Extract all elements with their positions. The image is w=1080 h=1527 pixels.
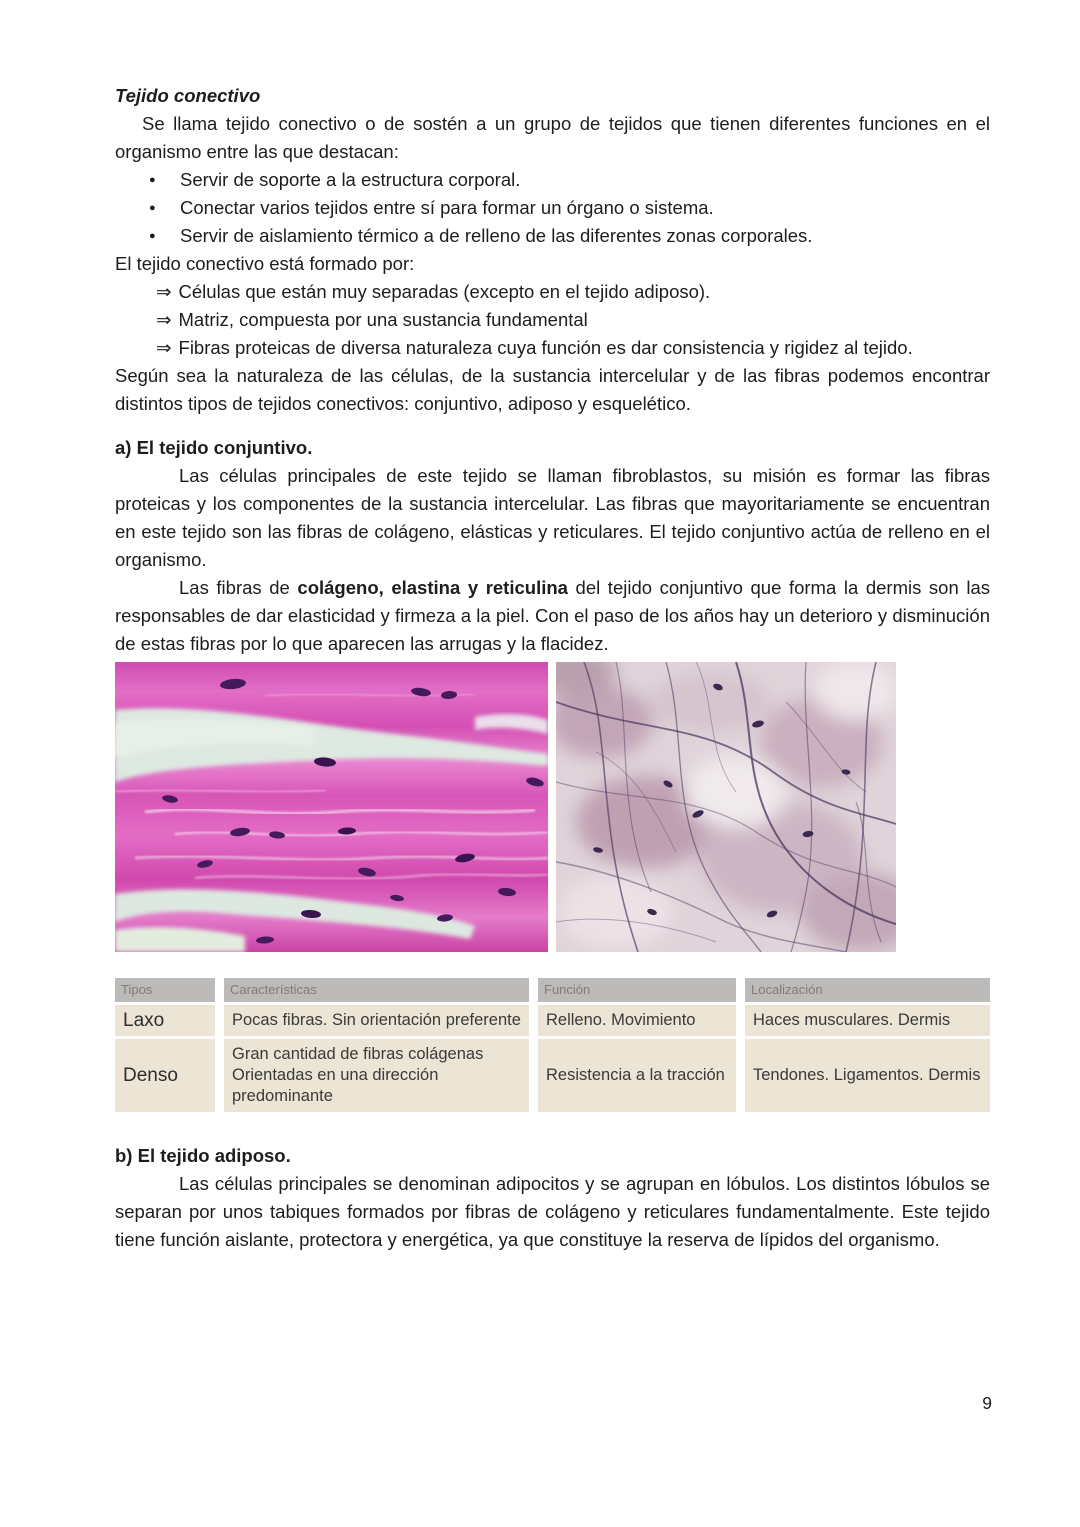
cell-caracteristicas-laxo: Pocas fibras. Sin orientación preferente [224, 1005, 529, 1036]
closing-paragraph: Según sea la naturaleza de las células, de la sustancia intercelular y de las fibras podemos encontrar distintos tipos de tejidos conectivos: conjuntivo, adiposo y esquelético. [115, 365, 990, 414]
cell-tipo-laxo: Laxo [115, 1005, 215, 1036]
list-item [115, 334, 990, 362]
bullet-text: Servir de aislamiento térmico a de relleno de las diferentes zonas corporales. [180, 225, 813, 246]
tissue-types-table [115, 978, 990, 1112]
cell-caracteristicas-denso: Gran cantidad de fibras colágenas Orientadas en una dirección predominante [224, 1039, 529, 1112]
arrow-text: Fibras proteicas de diversa naturaleza cuya función es dar consistencia y rigidez al tejido. [178, 337, 913, 358]
cell-funcion-laxo: Relleno. Movimiento [538, 1005, 736, 1036]
cell-localizacion-laxo: Haces musculares. Dermis [745, 1005, 990, 1036]
arrow-text: Células que están muy separadas (excepto en el tejido adiposo). [178, 281, 711, 302]
dense-tissue-image [115, 662, 548, 952]
page-number: 9 [982, 1393, 992, 1413]
section-a-paragraph-1: Las células principales de este tejido se llaman fibroblastos, su misión es formar las fibras proteicas y los componentes de la sustancia intercelular. Las fibras que mayoritariamente se encuentran en este tejido son las fibras de colágeno, elásticas y reticulares. El tejido conjuntivo actúa de relleno en el organismo. [115, 465, 990, 570]
bullet-icon: ● [149, 174, 156, 186]
section-a-paragraph-2 [115, 574, 990, 658]
section-a-heading: a) El tejido conjuntivo. [115, 437, 313, 458]
arrow-icon: ⇒ [156, 309, 172, 330]
micrograph-row [115, 662, 990, 952]
intro-paragraph: Se llama tejido conectivo o de sostén a un grupo de tejidos que tienen diferentes funciones en el organismo entre las que destacan: [115, 113, 990, 162]
loose-tissue-micrograph [556, 662, 896, 952]
bullet-text: Servir de soporte a la estructura corporal. [180, 169, 521, 190]
para2-suffix: del tejido conjuntivo que forma la dermis son las responsables de dar elasticidad y firmeza a la piel. Con el paso de los años hay un deterioro y disminución de estas fibras por lo que aparecen las arrugas y la flacidez. [115, 577, 990, 654]
bullet-icon: ● [149, 230, 156, 242]
para2-bold-fibers: colágeno, elastina y reticulina [297, 577, 568, 598]
dense-tissue-micrograph [115, 662, 548, 952]
cell-funcion-denso: Resistencia a la tracción [538, 1039, 736, 1112]
section-b-heading: b) El tejido adiposo. [115, 1145, 291, 1166]
page-title: Tejido conectivo [115, 85, 261, 106]
table-header-localizacion: Localización [745, 978, 990, 1002]
bullet-text: Conectar varios tejidos entre sí para formar un órgano o sistema. [180, 197, 714, 218]
table-header-caracteristicas: Características [224, 978, 529, 1002]
cell-localizacion-denso: Tendones. Ligamentos. Dermis [745, 1039, 990, 1112]
formado-intro: El tejido conectivo está formado por: [115, 253, 415, 274]
table-header-tipos: Tipos [115, 978, 215, 1002]
table-header-funcion: Función [538, 978, 736, 1002]
list-item [115, 166, 990, 194]
cell-tipo-denso: Denso [115, 1039, 215, 1112]
list-item [115, 278, 990, 306]
arrow-icon: ⇒ [156, 337, 172, 358]
arrow-icon: ⇒ [156, 281, 172, 302]
para2-prefix: Las fibras de [179, 577, 298, 598]
arrow-list [115, 278, 990, 362]
bullet-icon: ● [149, 202, 156, 214]
list-item [115, 194, 990, 222]
arrow-text: Matriz, compuesta por una sustancia fundamental [178, 309, 588, 330]
section-b-paragraph: Las células principales se denominan adipocitos y se agrupan en lóbulos. Los distintos lóbulos se separan por unos tabiques formados por fibras de colágeno y reticulares fundamentalmente. Este tejido tiene función aislante, protectora y energética, ya que constituye la reserva de lípidos del organismo. [115, 1173, 990, 1250]
list-item [115, 222, 990, 250]
bullet-list [115, 166, 990, 250]
list-item [115, 306, 990, 334]
loose-tissue-image [556, 662, 896, 952]
